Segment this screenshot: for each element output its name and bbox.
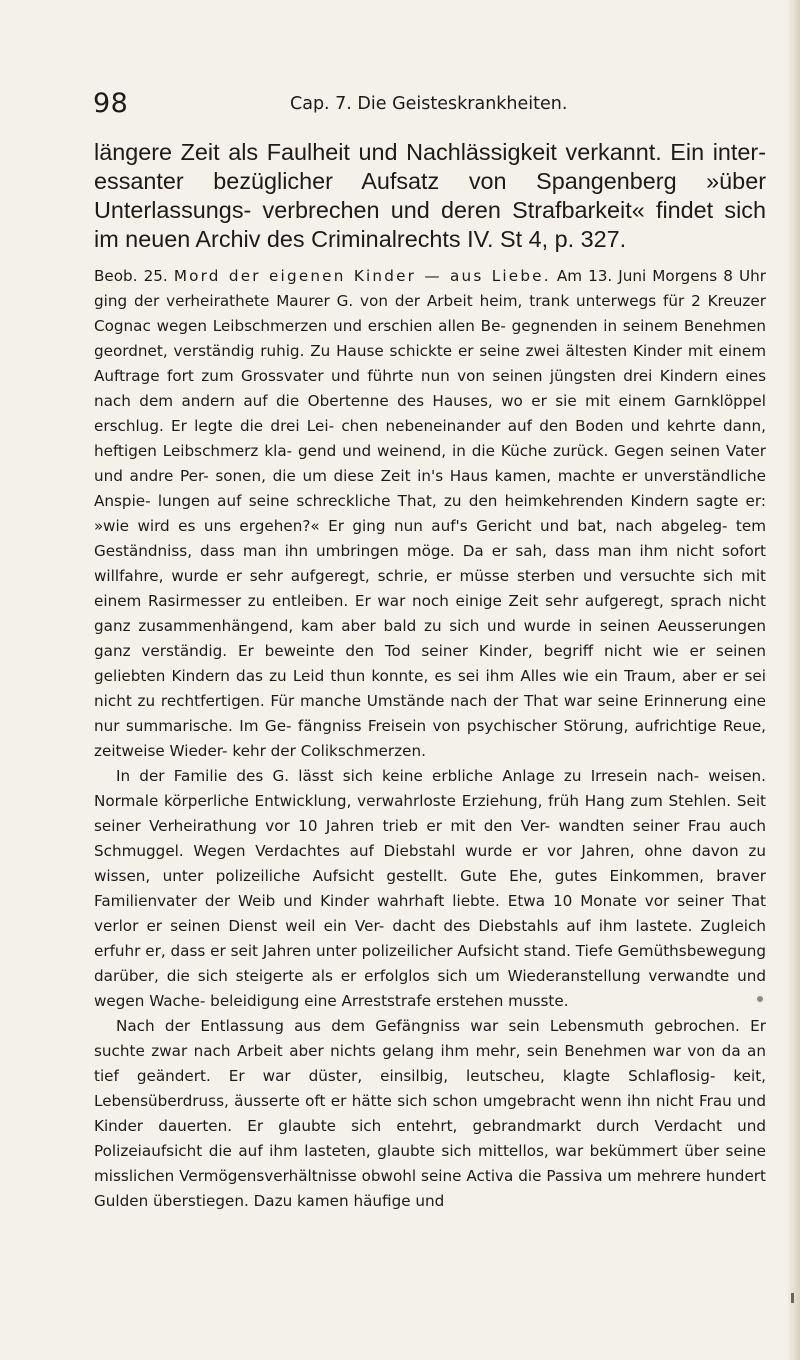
observation-paragraph-2: In der Familie des G. lässt sich keine erbliche Anlage zu Irresein nach- weisen. Normale körperliche Entwicklung, verwahrloste Erziehung, früh Hang zum Stehlen. Seit seiner Verheirathung vor 10 Jahren trieb er mit den Ver- wandten seiner Frau auch Schmuggel. Wegen Verdachtes auf Diebstahl wurde er vor Jahren, ohne davon zu wissen, unter polizeiliche Aufsicht gestellt. Gute Ehe, gutes Einkommen, braver Familienvater der Weib und Kinder wahrhaft liebte. Etwa 10 Monate vor seiner That verlor er seinen Dienst weil ein Ver- dacht des Diebstahls auf ihm lastete. Zugleich erfuhr er, dass er seit Jahren unter polizeilicher Aufsicht stand. Tiefe Gemüthsbewegung darüber, die sich steigerte als er erfolglos sich um Wiederanstellung verwandte und wegen Wache- beleidigung eine Arreststrafe erstehen musste. bbox=[94, 767, 766, 1010]
running-head bbox=[0, 84, 800, 124]
chapter-title: Cap. 7. Die Geisteskrankheiten. bbox=[290, 94, 568, 114]
intro-text: längere Zeit als Faulheit und Nachlässigkeit verkannt. Ein inter- essanter bezüglicher Aufsatz von Spangenberg »über Unterlassungs- verbrechen und deren Strafbarkeit« findet sich im neuen Archiv des Criminalrechts IV. St 4, p. 327. bbox=[94, 139, 766, 252]
observation-block bbox=[94, 264, 766, 1214]
intro-paragraph bbox=[94, 138, 766, 254]
observation-paragraph-1 bbox=[94, 264, 766, 764]
margin-speck bbox=[757, 996, 763, 1002]
observation-text-1: Am 13. Juni Morgens 8 Uhr ging der verheirathete Maurer G. von der Arbeit heim, trank unterwegs für 2 Kreuzer Cognac wegen Leibschmerzen und erschien allen Be- gegnenden in seinem Benehmen geordnet, verständig ruhig. Zu Hause schickte er seine zwei ältesten Kinder mit einem Auftrage fort zum Grossvater und führte nun von seinen jüngsten drei Kindern eines nach dem andern auf die Obertenne des Hauses, wo er sie mit einem Garnklöppel erschlug. Er legte die drei Lei- chen nebeneinander auf den Boden und kehrte dann, heftigen Leibschmerz kla- gend und weinend, in die Küche zurück. Gegen seinen Vater und andre Per- sonen, die um diese Zeit in's Haus kamen, machte er unverständliche Anspie- lungen auf seine schreckliche That, zu den heimkehrenden Kindern sagte er: »wie wird es uns ergehen?« Er ging nun auf's Gericht und bat, nach abgeleg- tem Geständniss, dass man ihn umbringen möge. Da er sah, dass man ihm nicht sofort willfahre, wurde er sehr aufgeregt, schrie, er müsse sterben und versuchte sich mit einem Rasirmesser zu entleiben. Er war noch einige Zeit sehr aufgeregt, sprach nicht ganz zusammenhängend, kam aber bald zu sich und wurde in seinen Aeusserungen ganz verständig. Er beweinte den Tod seiner Kinder, begriff nicht wie er seinen geliebten Kindern das zu Leid thun konnte, es sei ihm Alles wie ein Traum, aber er sei nicht zu rechtfertigen. Für manche Umstände nach der That war seine Erinnerung eine nur summarische. Im Ge- fängniss Freisein von psychischer Störung, aufrichtige Reue, zeitweise Wieder- kehr der Colikschmerzen. bbox=[94, 267, 766, 760]
observation-label: Beob. 25. bbox=[94, 267, 168, 285]
margin-mark bbox=[791, 1293, 794, 1303]
observation-title: Mord der eigenen Kinder — aus Liebe. bbox=[173, 267, 551, 285]
observation-paragraph-3: Nach der Entlassung aus dem Gefängniss war sein Lebensmuth gebrochen. Er suchte zwar nach Arbeit aber nichts gelang ihm mehr, sein Benehmen war von da an tief geändert. Er war düster, einsilbig, leutscheu, klagte Schlaflosig- keit, Lebensüberdruss, äusserte oft er hätte sich schon umgebracht wenn ihn nicht Frau und Kinder dauerten. Er glaubte sich entehrt, gebrandmarkt durch Verdacht und Polizeiaufsicht die auf ihm lasteten, glaubte sich mittellos, war bekümmert über seine misslichen Vermögensverhältnisse obwohl seine Activa die Passiva um mehrere hundert Gulden überstiegen. Dazu kamen häufige und bbox=[94, 1017, 766, 1210]
page-edge-shadow bbox=[786, 0, 800, 1360]
page-number: 98 bbox=[93, 88, 129, 119]
